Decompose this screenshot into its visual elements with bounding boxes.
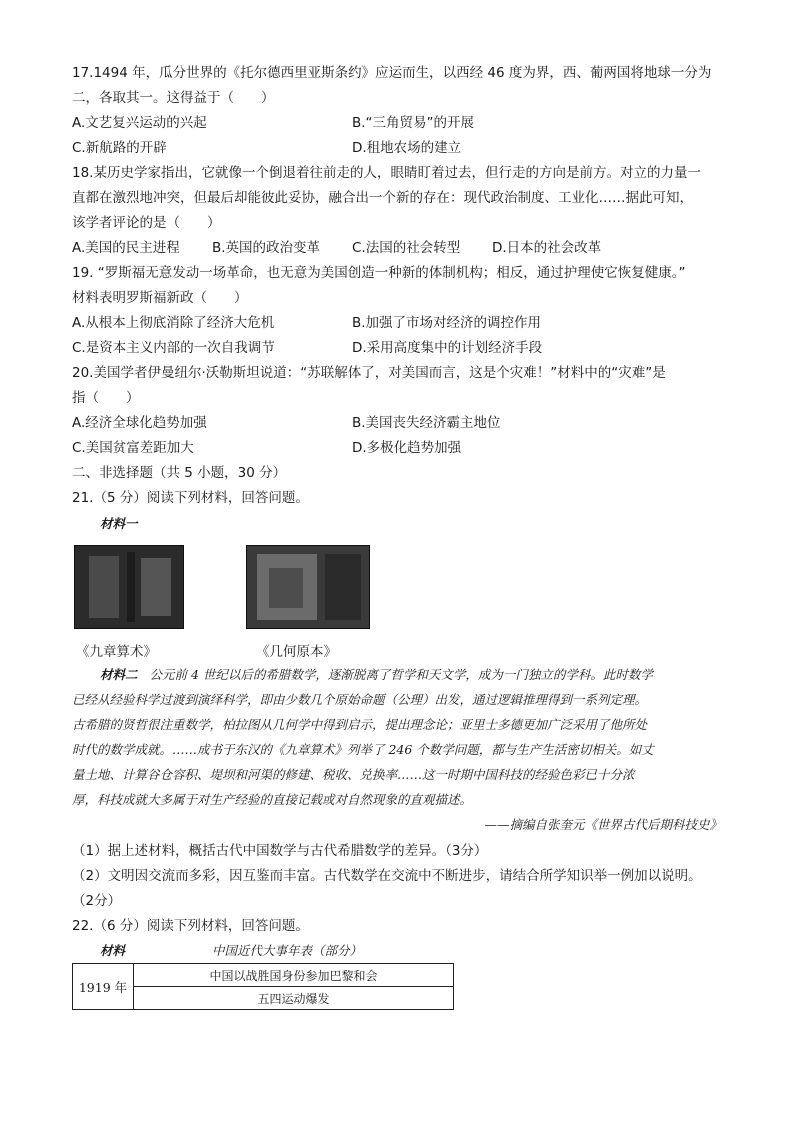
q18-option-c: C.法国的社会转型 [352,240,461,256]
material2-line1: 公元前 4 世纪以后的希腊数学，逐渐脱离了哲学和天文学，成为一门独立的学科。此时数学 [149,667,653,682]
material2-line4: 时代的数学成就。……成书于东汉的《九章算术》列举了 246 个数学问题，都与生产生活密切相关。如丈 [72,742,654,757]
q22-stem: 22.（6 分）阅读下列材料，回答问题。 [72,918,309,934]
q20-option-d: D.多极化趋势加强 [352,440,462,456]
material1-label: 材料一 [100,516,138,531]
q19-stem-line1: 19. “罗斯福无意发动一场革命，也无意为美国创造一种新的体制机构；相反，通过护理使它恢复健康。” [72,265,686,281]
q17-stem-line1: 17.1494 年，瓜分世界的《托尔德西里亚斯条约》应运而生，以西经 46 度为界，西、葡两国将地球一分为 [72,65,712,81]
table-event-cell: 五四运动爆发 [134,987,454,1010]
material2-label: 材料二 [100,667,138,682]
material2-line2: 已经从经验科学过渡到演绎科学，即由少数几个原始命题（公理）出发，通过逻辑推理得到一系列定理。 [72,692,648,707]
q19-option-c: C.是资本主义内部的一次自我调节 [72,340,275,356]
q17-option-c: C.新航路的开辟 [72,140,167,156]
q18-option-d: D.日本的社会改革 [492,240,602,256]
q20-option-b: B.美国丧失经济霸主地位 [352,415,501,431]
q20-stem-line2: 指（ ） [72,390,140,406]
material2-line6: 厚，科技成就大多属于对生产经验的直接记载或对自然现象的直观描述。 [72,792,473,807]
table-year-cell: 1919 年 [73,964,134,1010]
q21-sub2-line2: （2分） [72,893,122,909]
q17-option-b: B.“三角贸易”的开展 [352,115,475,131]
q19-stem-line2: 材料表明罗斯福新政（ ） [72,290,248,306]
q20-stem-line1: 20.美国学者伊曼纽尔·沃勒斯坦说道：“苏联解体了，对美国而言，这是个灾难！”材料中的“灾难”是 [72,365,666,381]
q21-stem: 21.（5 分）阅读下列材料，回答问题。 [72,490,309,506]
q21-sub2-line1: （2）文明因交流而多彩，因互鉴而丰富。古代数学在交流中不断进步，请结合所学知识举一例加以说明。 [72,868,702,884]
q19-option-b: B.加强了市场对经济的调控作用 [352,315,542,331]
table-event-cell: 中国以战胜国身份参加巴黎和会 [134,964,454,987]
q18-option-a: A.美国的民主进程 [72,240,180,256]
q17-option-a: A.文艺复兴运动的兴起 [72,115,207,131]
material2-line3: 古希腊的贤哲很注重数学，柏拉图从几何学中得到启示，提出理念论；亚里士多德更加广泛采用了他所处 [72,717,648,732]
q18-stem-line2: 直都在激烈地冲突，但最后却能彼此妥协，融合出一个新的存在：现代政治制度、工业化……据此可知， [72,190,693,206]
material2-source: ——摘编自张奎元《世界古代后期科技史》 [484,817,722,832]
q17-option-d: D.租地农场的建立 [352,140,462,156]
q18-option-b: B.英国的政治变革 [212,240,321,256]
q19-option-d: D.采用高度集中的计划经济手段 [352,340,543,356]
table-row [73,964,454,987]
q18-stem-line1: 18.某历史学家指出，它就像一个倒退着往前走的人，眼睛盯着过去，但行走的方向是前方。对立的力量一 [72,165,701,181]
caption-jihe: 《几何原本》 [256,644,337,660]
material2-line5: 量土地、计算谷仓容积、堤坝和河渠的修建、税收、兑换率……这一时期中国科技的经验色彩已十分浓 [72,767,635,782]
q21-sub1: （1）据上述材料，概括古代中国数学与古代希腊数学的差异。（3分） [72,843,488,859]
q17-stem-line2: 二，各取其一。这得益于（ ） [72,90,275,106]
q18-stem-line3: 该学者评论的是（ ） [72,215,221,231]
q19-option-a: A.从根本上彻底消除了经济大危机 [72,315,275,331]
q22-table-title: 中国近代大事年表（部分） [212,943,363,958]
q22-material-label: 材料 [100,943,126,958]
q20-option-c: C.美国贫富差距加大 [72,440,194,456]
chronology-table [72,963,454,1010]
q20-option-a: A.经济全球化趋势加强 [72,415,207,431]
caption-jiuzhang: 《九章算术》 [76,644,157,660]
jiuzhang-suanshu-photo [74,545,184,629]
section-heading: 二、非选择题（共 5 小题，30 分） [72,465,287,481]
jihe-yuanben-photo [246,545,370,629]
